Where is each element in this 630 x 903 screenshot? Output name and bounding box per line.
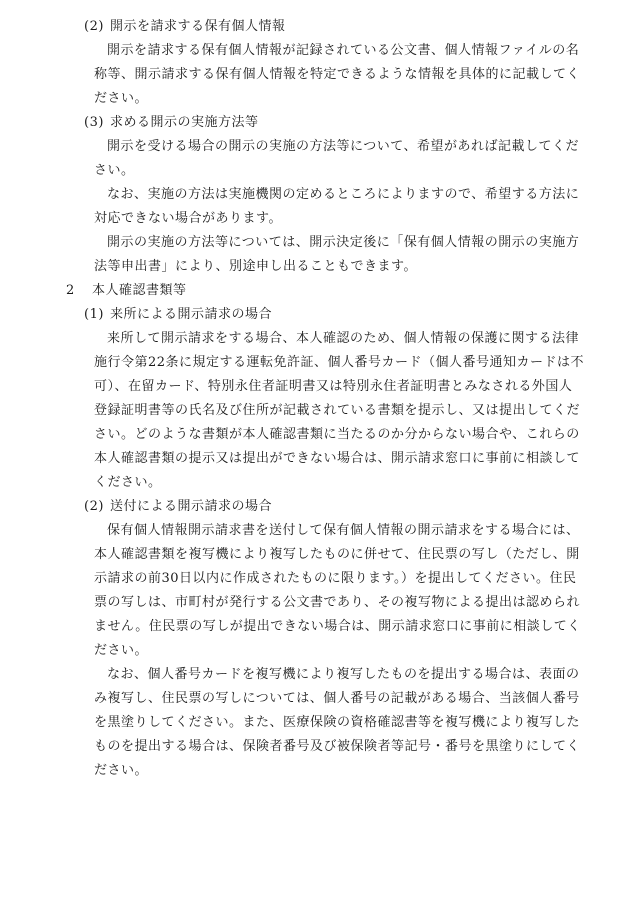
paragraph-line: なお、個人番号カードを複写機により複写したものを提出する場合は、表面の [107,667,580,682]
paragraph-line: 対応できない場合があります。 [94,211,282,226]
chapter-heading [66,279,187,303]
section-heading [84,111,259,135]
paragraph-line: 本人確認書類を複写機により複写したものに併せて、住民票の写し（ただし、開 [94,547,580,562]
paragraph-line: 開示の実施の方法等については、開示決定後に「保有個人情報の開示の実施方 [107,235,580,250]
paragraph-line: ださい。 [94,91,149,106]
paragraph-line: 登録証明書等の氏名及び住所が記載されている書類を提示し、又は提出してくだ [94,403,581,418]
paragraph-line: 可）、在留カード、特別永住者証明書又は特別永住者証明書とみなされる外国人 [94,379,573,394]
paragraph-line: 開示を請求する保有個人情報が記録されている公文書、個人情報ファイルの名 [107,43,580,58]
paragraph-line: なお、実施の方法は実施機関の定めるところによりますので、希望する方法に [107,187,580,202]
chapter-number: 2 [66,283,75,298]
paragraph-line: ださい。 [94,763,149,778]
paragraph-line: ません。住民票の写しが提出できない場合は、開示請求窓口に事前に相談してく [94,619,581,634]
section-number: (3) [84,115,104,130]
section-number: (2) [84,499,104,514]
section-heading [84,303,272,327]
paragraph-line: ください。 [94,475,162,490]
section-title: 来所による開示請求の場合 [110,307,273,322]
section-title: 送付による開示請求の場合 [110,499,273,514]
section-title: 求める開示の実施方法等 [110,115,259,130]
paragraph-line: み複写し、住民票の写しについては、個人番号の記載がある場合、当該個人番号 [94,691,580,706]
paragraph-line: 開示を受ける場合の開示の実施の方法等について、希望があれば記載してくだ [107,139,579,154]
section-number: (2) [84,19,104,34]
section-number: (1) [84,307,104,322]
section-heading [84,15,286,39]
paragraph-line: 称等、開示請求する保有個人情報を特定できるような情報を具体的に記載してく [94,67,581,82]
paragraph-line: 票の写しは、市町村が発行する公文書であり、その複写物による提出は認められ [94,595,581,610]
paragraph-line: ださい。 [94,643,149,658]
paragraph-line: さい。 [94,163,135,178]
paragraph-line: ものを提出する場合は、保険者番号及び被保険者等記号・番号を黒塗りにしてく [94,739,581,754]
paragraph-line: 施行令第22条に規定する運転免許証、個人番号カード（個人番号通知カードは不 [94,355,585,370]
section-title: 開示を請求する保有個人情報 [110,19,286,34]
paragraph-line: 保有個人情報開示請求書を送付して保有個人情報の開示請求をする場合には、 [107,523,580,538]
paragraph-line: 法等申出書」により、別途申し出ることもできます。 [94,259,417,274]
paragraph-line: 本人確認書類の提示又は提出ができない場合は、開示請求窓口に事前に相談して [94,451,581,466]
paragraph-line: を黒塗りしてください。また、医療保険の資格確認書等を複写機により複写した [94,715,581,730]
section-heading [84,495,272,519]
chapter-title: 本人確認書類等 [92,283,187,298]
paragraph-line: 来所して開示請求をする場合、本人確認のため、個人情報の保護に関する法律 [107,331,579,346]
paragraph-line: さい。どのような書類が本人確認書類に当たるのか分からない場合や、これらの [94,427,580,442]
paragraph-line: 示請求の前30日以内に作成されたものに限ります。）を提出してください。住民 [94,571,577,586]
